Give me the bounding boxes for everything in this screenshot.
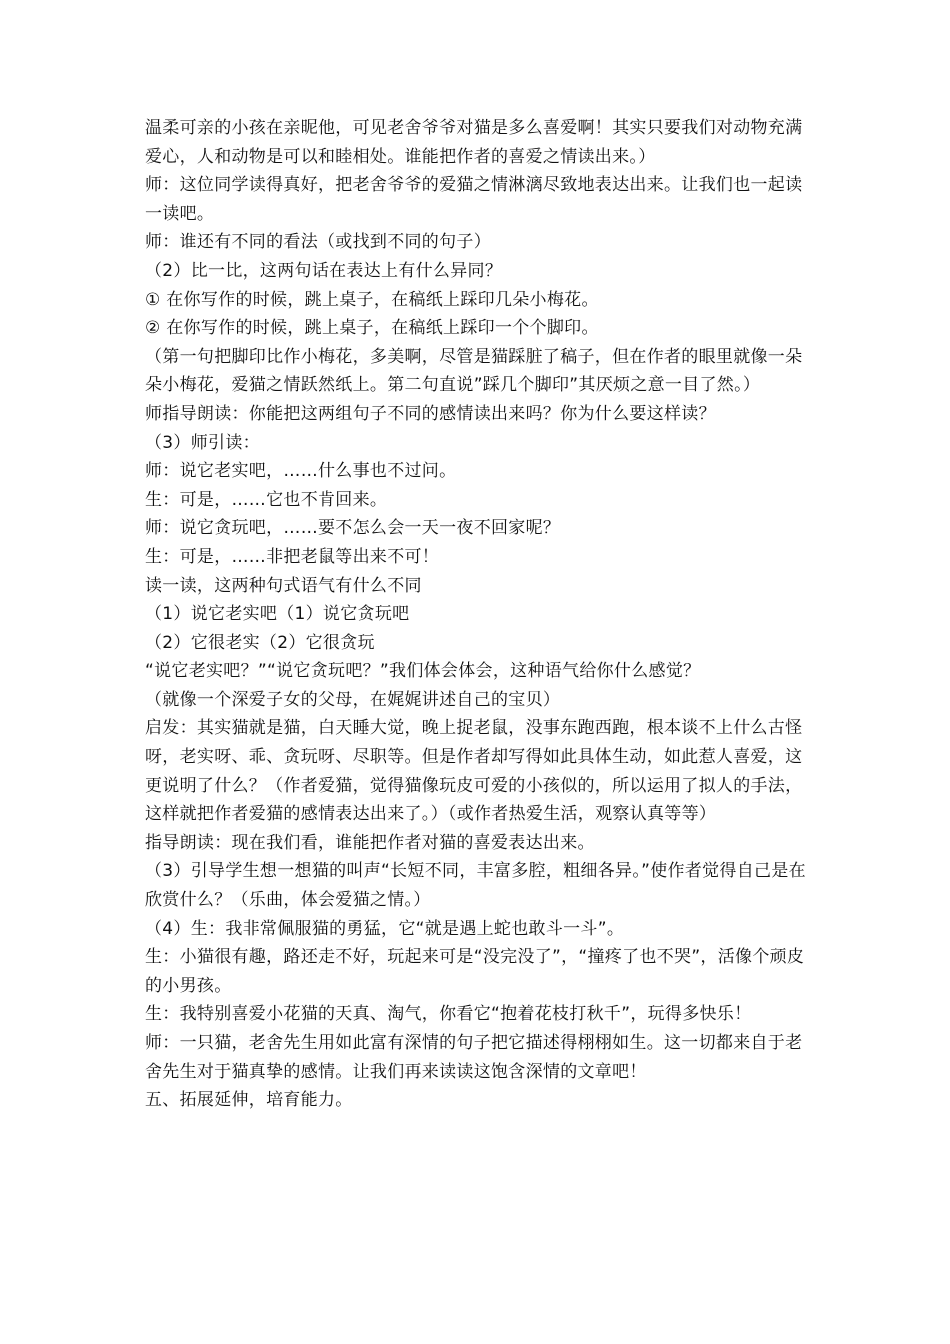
paragraph: 师：这位同学读得真好，把老舍爷爷的爱猫之情淋漓尽致地表达出来。让我们也一起读一读吧。: [145, 175, 803, 224]
paragraph: 生：可是，……非把老鼠等出来不可！: [145, 546, 440, 567]
document-body: [145, 114, 810, 1115]
paragraph: 温柔可亲的小孩在亲昵他，可见老舍爷爷对猫是多么喜爱啊！其实只要我们对动物充满爱心，人和动物是可以和睦相处。谁能把作者的喜爱之情读出来。）: [145, 118, 803, 167]
paragraph: 师：谁还有不同的看法（或找到不同的句子）: [145, 232, 491, 253]
paragraph: （3）引导学生想一想猫的叫声“长短不同，丰富多腔，粗细各异。”使作者觉得自己是在欣赏什么？（乐曲，体会爱猫之情。）: [145, 861, 806, 911]
paragraph: 师：说它老实吧，……什么事也不过问。: [145, 461, 457, 482]
paragraph: （2）它很老实（2）它很贪玩: [145, 632, 375, 653]
paragraph: （就像一个深爱子女的父母，在娓娓讲述自己的宝贝）: [145, 689, 561, 710]
paragraph: ① 在你写作的时候，跳上桌子，在稿纸上踩印几朵小梅花。: [145, 289, 599, 310]
paragraph: 五、拓展延伸，培育能力。: [145, 1090, 353, 1111]
paragraph: 启发：其实猫就是猫，白天睡大觉，晚上捉老鼠，没事东跑西跑，根本谈不上什么古怪呀，老实呀、乖、贪玩呀、尽职等。但是作者却写得如此具体生动，如此惹人喜爱，这更说明了什么？（作者爱猫，觉得猫像玩皮可爱的小孩似的，所以运用了拟人的手法，这样就把作者爱猫的感情表达出来了。）（或作者热爱生活，观察认真等等）: [145, 718, 803, 825]
paragraph: （3）师引读：: [145, 432, 260, 453]
paragraph: 指导朗读：现在我们看，谁能把作者对猫的喜爱表达出来。: [145, 832, 595, 853]
paragraph: 读一读，这两种句式语气有什么不同: [145, 575, 422, 596]
paragraph: （1）说它老实吧（1）说它贪玩吧: [145, 604, 410, 625]
paragraph: （2）比一比，这两句话在表达上有什么异同？: [145, 260, 503, 281]
paragraph: ② 在你写作的时候，跳上桌子，在稿纸上踩印一个个脚印。: [145, 318, 599, 339]
paragraph: （第一句把脚印比作小梅花，多美啊，尽管是猫踩脏了稿子，但在作者的眼里就像一朵朵小梅花，爱猫之情跃然纸上。第二句直说”踩几个脚印”其厌烦之意一目了然。）: [145, 346, 803, 396]
paragraph: 生：可是，……它也不肯回来。: [145, 489, 388, 510]
paragraph: 师：一只猫，老舍先生用如此富有深情的句子把它描述得栩栩如生。这一切都来自于老舍先生对于猫真挚的感情。让我们再来读读这饱含深情的文章吧！: [145, 1033, 803, 1082]
paragraph: 师：说它贪玩吧，……要不怎么会一天一夜不回家呢？: [145, 518, 561, 539]
paragraph: 生：小猫很有趣，路还走不好，玩起来可是“没完没了”，“撞疼了也不哭”，活像个顽皮的小男孩。: [145, 947, 805, 996]
paragraph: （4）生：我非常佩服猫的勇猛，它“就是遇上蛇也敢斗一斗”。: [145, 918, 625, 939]
paragraph: 生：我特别喜爱小花猫的天真、淘气，你看它“抱着花枝打秋千”，玩得多快乐！: [145, 1004, 752, 1025]
paragraph: 师指导朗读：你能把这两组句子不同的感情读出来吗？你为什么要这样读？: [145, 403, 716, 424]
paragraph: “说它老实吧？”“说它贪玩吧？”我们体会体会，这种语气给你什么感觉？: [145, 661, 701, 682]
